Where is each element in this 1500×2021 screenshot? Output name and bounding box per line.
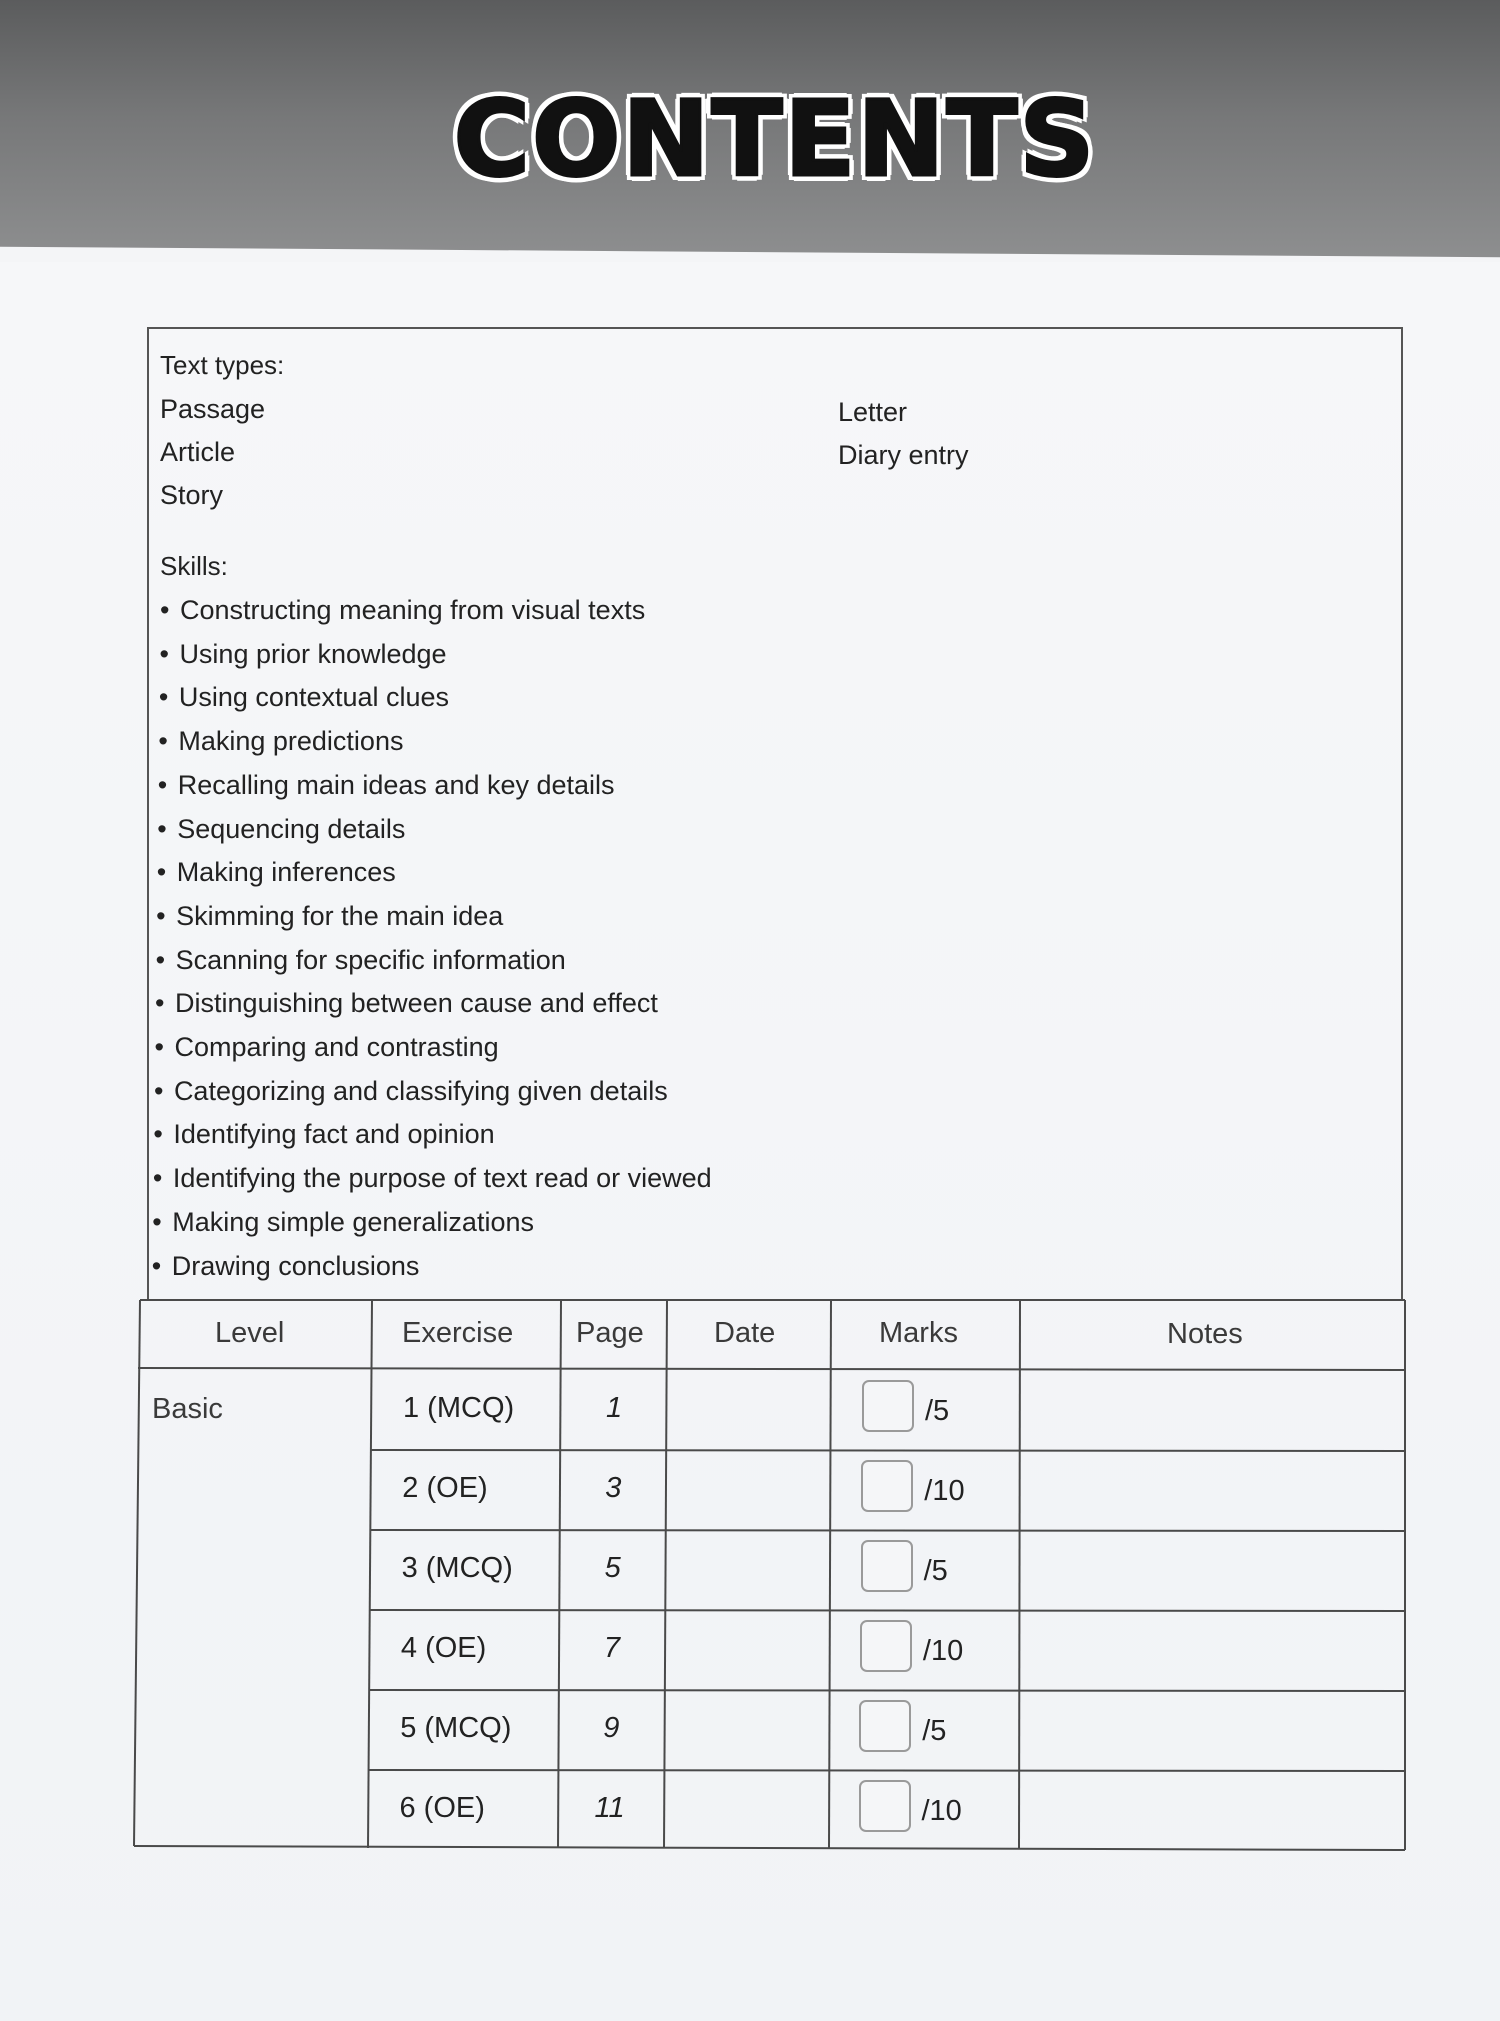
page-cell: 1	[606, 1392, 623, 1424]
skill-label: Comparing and contrasting	[174, 1032, 499, 1062]
level-basic: Basic	[152, 1393, 223, 1425]
marks-input-box[interactable]	[860, 1620, 912, 1672]
text-type-item: Passage	[160, 394, 266, 424]
skill-label: Categorizing and classifying given details	[173, 1075, 668, 1106]
marks-total: /10	[921, 1795, 962, 1827]
bullet-icon: •	[156, 900, 166, 931]
bullet-icon: •	[159, 638, 169, 669]
skill-label: Making simple generalizations	[172, 1206, 534, 1237]
bullet-icon: •	[155, 988, 165, 1019]
column-header-level: Level	[215, 1317, 285, 1349]
bullet-icon: •	[155, 944, 166, 975]
text-type-item: Letter	[838, 397, 908, 427]
exercise-cell: 2 (OE)	[402, 1472, 488, 1504]
text-type-item: Story	[160, 480, 224, 510]
skill-label: Sequencing details	[177, 813, 406, 844]
exercise-cell: 3 (MCQ)	[401, 1552, 513, 1584]
page-cell: 9	[603, 1712, 620, 1744]
page-cell: 11	[594, 1792, 625, 1824]
text-type-item: Article	[160, 437, 236, 467]
column-header-date: Date	[714, 1317, 776, 1349]
skill-label: Using contextual clues	[178, 682, 450, 713]
bullet-icon: •	[156, 857, 167, 888]
skill-label: Skimming for the main idea	[176, 900, 504, 931]
column-header-marks: Marks	[879, 1317, 958, 1349]
exercise-cell: 4 (OE)	[400, 1632, 487, 1664]
text-types-label: Text types:	[160, 350, 285, 380]
page-title: CONTENTS	[453, 78, 1097, 200]
column-header-exercise: Exercise	[402, 1317, 514, 1349]
bullet-icon: •	[157, 769, 168, 800]
exercise-cell: 5 (MCQ)	[400, 1712, 512, 1744]
skills-label: Skills:	[160, 551, 228, 581]
skill-label: Identifying fact and opinion	[173, 1119, 495, 1150]
bullet-icon: •	[154, 1032, 164, 1062]
marks-input-box[interactable]	[859, 1700, 911, 1752]
marks-input-box[interactable]	[862, 1380, 914, 1432]
marks-total: /10	[924, 1475, 965, 1507]
page-cell: 7	[603, 1632, 621, 1664]
marks-total: /5	[922, 1715, 947, 1747]
bullet-icon: •	[152, 1163, 163, 1194]
skill-label: Recalling main ideas and key details	[177, 769, 615, 800]
page-cell: 5	[604, 1552, 621, 1584]
marks-input-box[interactable]	[859, 1780, 911, 1832]
marks-input-box[interactable]	[861, 1460, 913, 1512]
bullet-icon: •	[153, 1075, 164, 1106]
skill-label: Constructing meaning from visual texts	[180, 595, 646, 625]
bullet-icon: •	[152, 1206, 162, 1237]
bullet-icon: •	[153, 1119, 163, 1150]
exercise-cell: 1 (MCQ)	[403, 1392, 515, 1424]
bullet-icon: •	[160, 595, 170, 625]
skill-label: Scanning for specific information	[175, 944, 566, 975]
marks-total: /5	[923, 1555, 948, 1587]
marks-input-box[interactable]	[861, 1540, 913, 1592]
bullet-icon: •	[158, 726, 168, 757]
skill-label: Making inferences	[176, 857, 396, 888]
bullet-icon: •	[158, 682, 169, 713]
text-type-item: Diary entry	[838, 440, 969, 470]
bullet-icon: •	[157, 813, 167, 844]
skill-label: Making predictions	[178, 726, 404, 757]
skill-label: Using prior knowledge	[179, 638, 447, 669]
column-header-notes: Notes	[1167, 1318, 1243, 1350]
exercise-cell: 6 (OE)	[399, 1792, 485, 1824]
bullet-icon: •	[151, 1250, 162, 1281]
skill-label: Identifying the purpose of text read or viewed	[172, 1163, 712, 1194]
skill-label: Drawing conclusions	[171, 1250, 420, 1281]
skill-label: Distinguishing between cause and effect	[175, 988, 658, 1019]
marks-total: /5	[925, 1395, 950, 1427]
column-header-page: Page	[576, 1317, 644, 1349]
marks-total: /10	[922, 1635, 964, 1667]
page-cell: 3	[605, 1472, 622, 1504]
